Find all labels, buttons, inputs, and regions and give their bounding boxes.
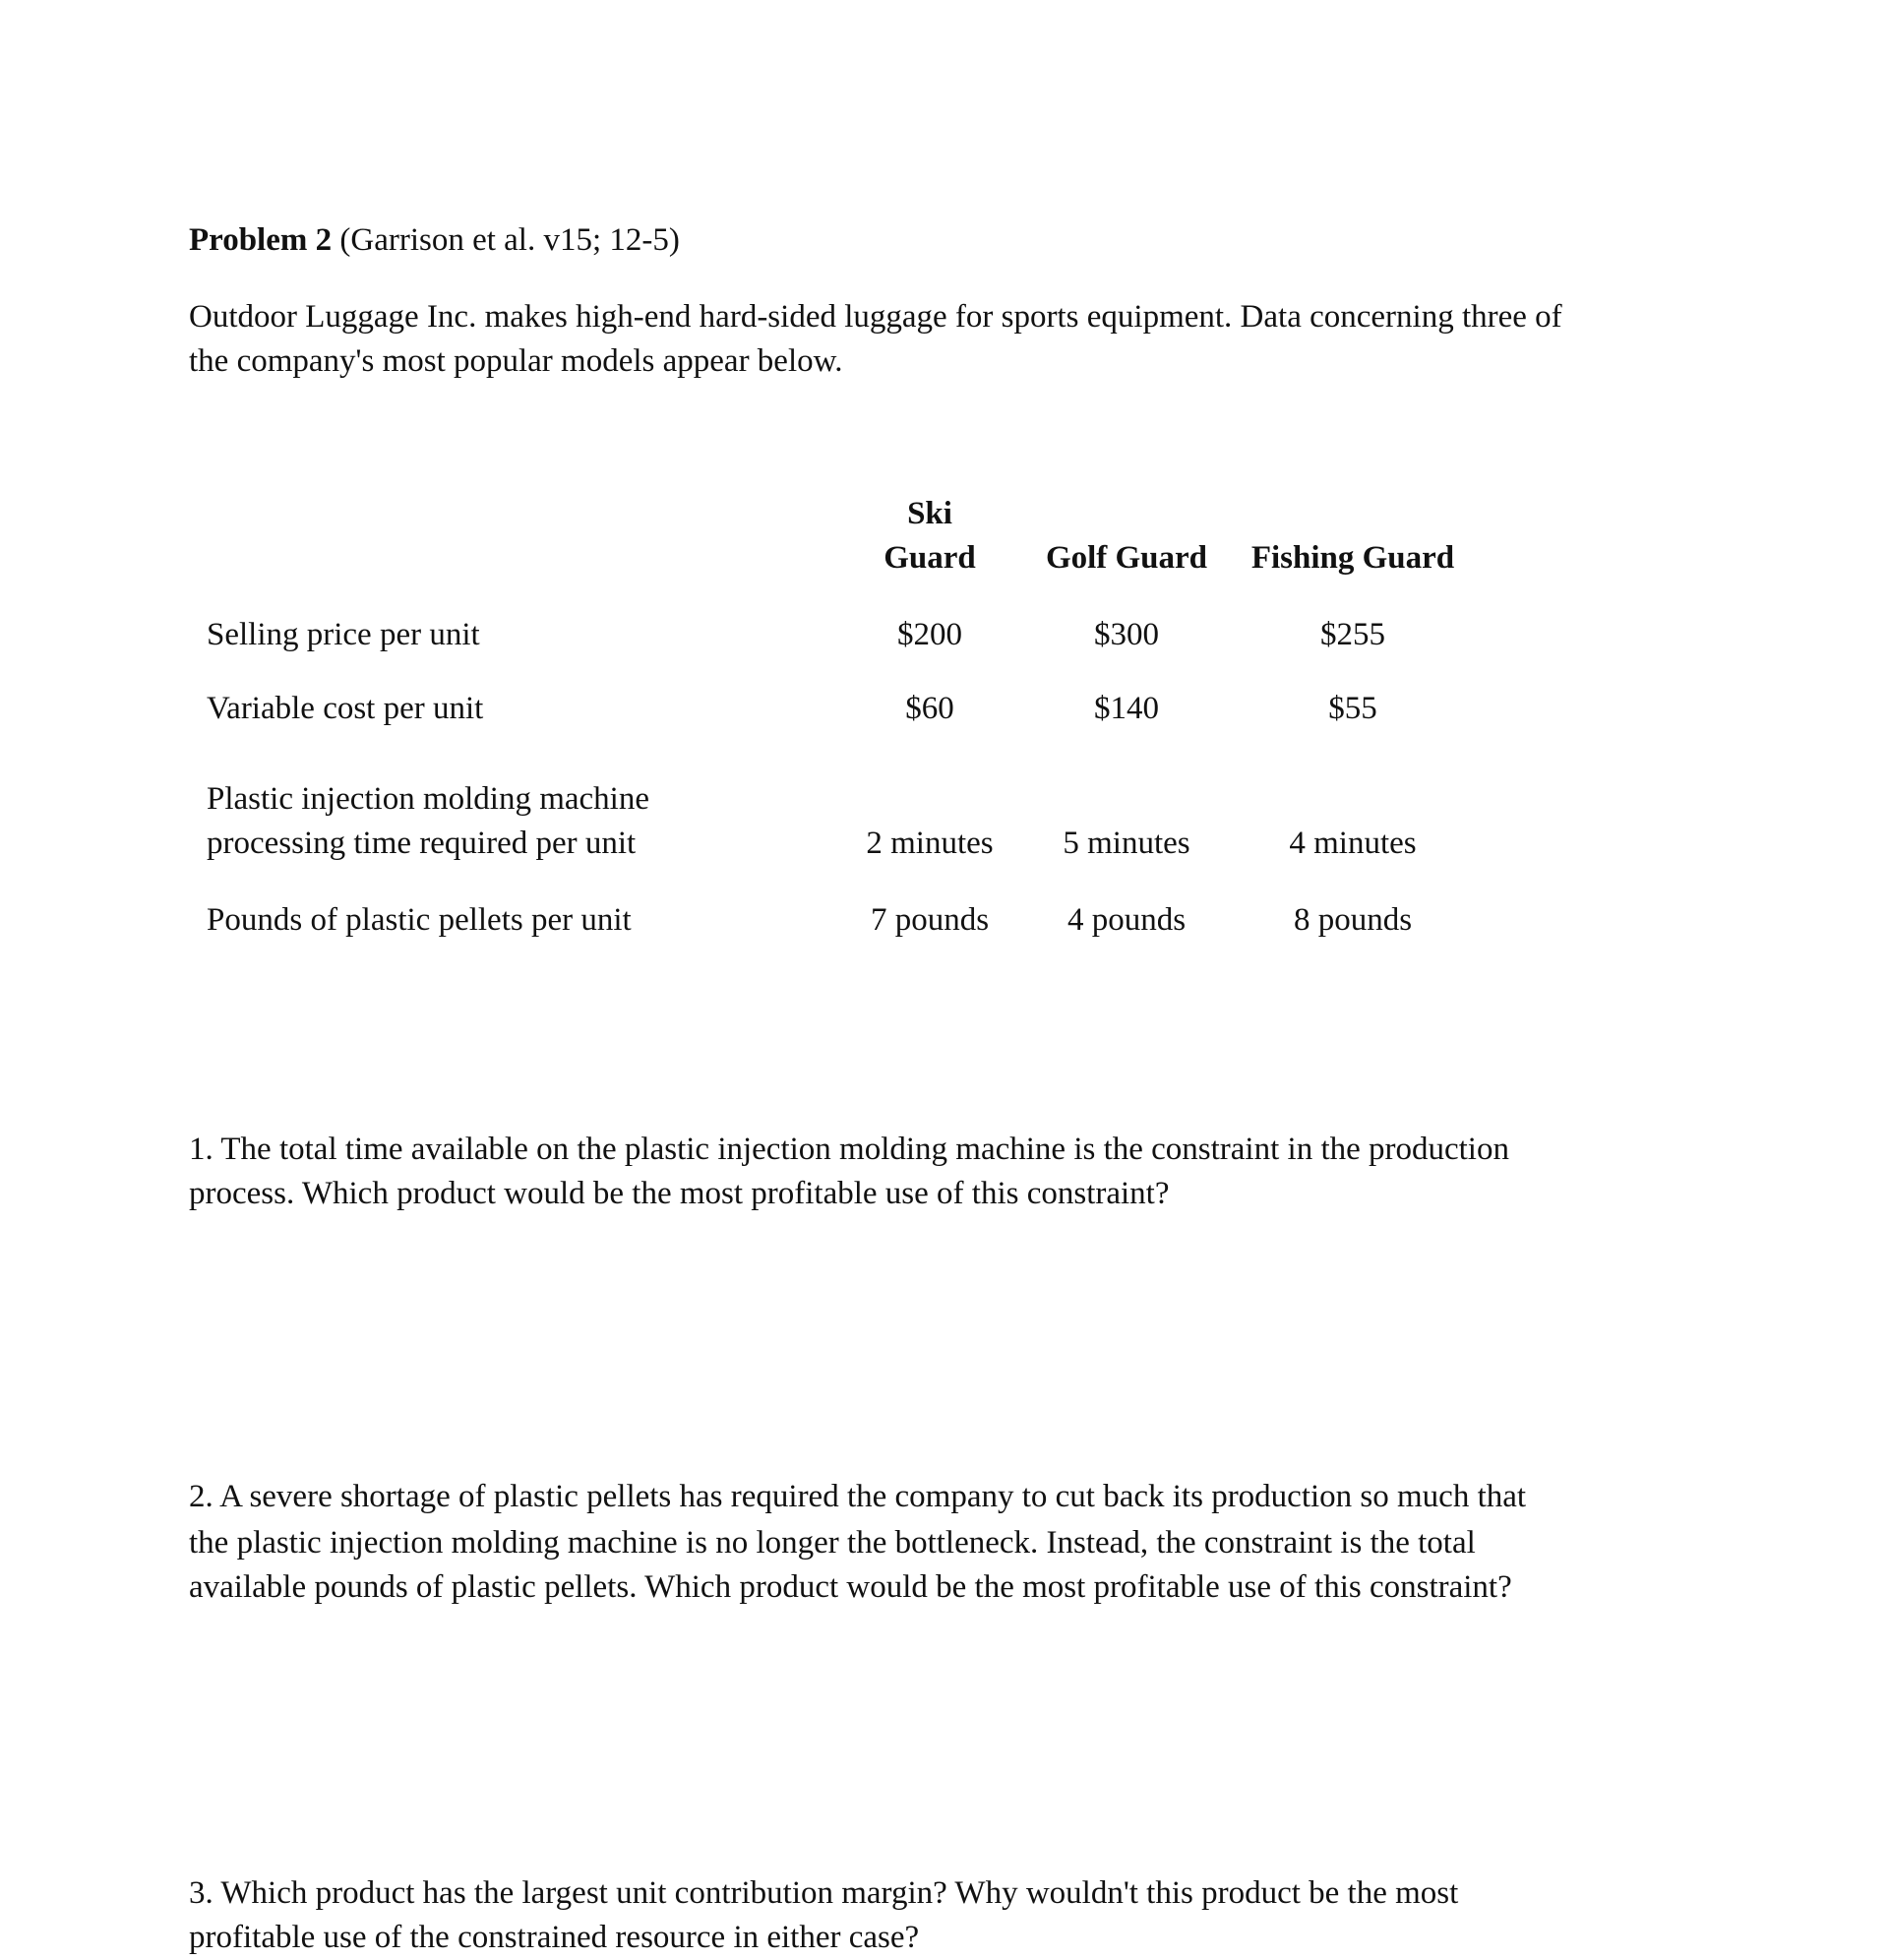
problem-source: (Garrison et al. v15; 12-5) [339,222,680,258]
header-fishing-guard-label: Fishing Guard [1250,540,1455,576]
row-label-processing-time-line2: processing time required per unit [207,826,637,861]
problem-title [189,218,680,263]
header-ski-guard-line1: Ski [907,496,952,531]
cell-processing-time-ski: 2 minutes [866,826,994,861]
cell-processing-time-fishing: 4 minutes [1289,826,1417,861]
row-label-pellets: Pounds of plastic pellets per unit [207,902,632,938]
header-fishing-guard [1230,536,1476,581]
cell-variable-cost-fishing: $55 [1328,691,1377,726]
cell-pellets-golf: 4 pounds [1066,902,1187,938]
cell-selling-price-golf: $300 [1094,617,1159,652]
row-label-processing-time-line1: Plastic injection molding machine [207,781,649,817]
question-3-line2: profitable use of the constrained resource in either case? [189,1920,920,1955]
row-label-selling-price: Selling price per unit [207,617,480,652]
question-3-line1: 3. Which product has the largest unit contribution margin? Why wouldn't this product be the most [189,1875,1459,1911]
header-ski-guard-line2: Guard [884,540,976,576]
cell-variable-cost-ski: $60 [905,691,954,726]
problem-label: Problem 2 [189,222,333,258]
cell-pellets-ski: 7 pounds [870,902,990,938]
question-1-line2: process. Which product would be the most profitable use of this constraint? [189,1176,1170,1211]
header-golf-guard [1023,536,1230,581]
intro-line-2: the company's most popular models appear below. [189,343,843,379]
cell-selling-price-ski: $200 [897,617,962,652]
row-label-variable-cost: Variable cost per unit [207,691,484,726]
cell-selling-price-fishing: $255 [1320,617,1385,652]
header-ski-guard [846,492,1013,581]
question-2-line2: the plastic injection molding machine is no longer the bottleneck. Instead, the constraint is the total [189,1525,1476,1561]
intro-line-1: Outdoor Luggage Inc. makes high-end hard-sided luggage for sports equipment. Data concerning three of [189,299,1562,335]
cell-variable-cost-golf: $140 [1094,691,1159,726]
question-1-line1: 1. The total time available on the plastic injection molding machine is the constraint in the production [189,1132,1509,1167]
header-golf-guard-label: Golf Guard [1045,540,1208,576]
question-2-line3: available pounds of plastic pellets. Which product would be the most profitable use of this constraint? [189,1569,1512,1605]
cell-processing-time-golf: 5 minutes [1063,826,1190,861]
cell-pellets-fishing: 8 pounds [1293,902,1413,938]
question-2-line1: 2. A severe shortage of plastic pellets has required the company to cut back its production so much that [189,1479,1527,1514]
